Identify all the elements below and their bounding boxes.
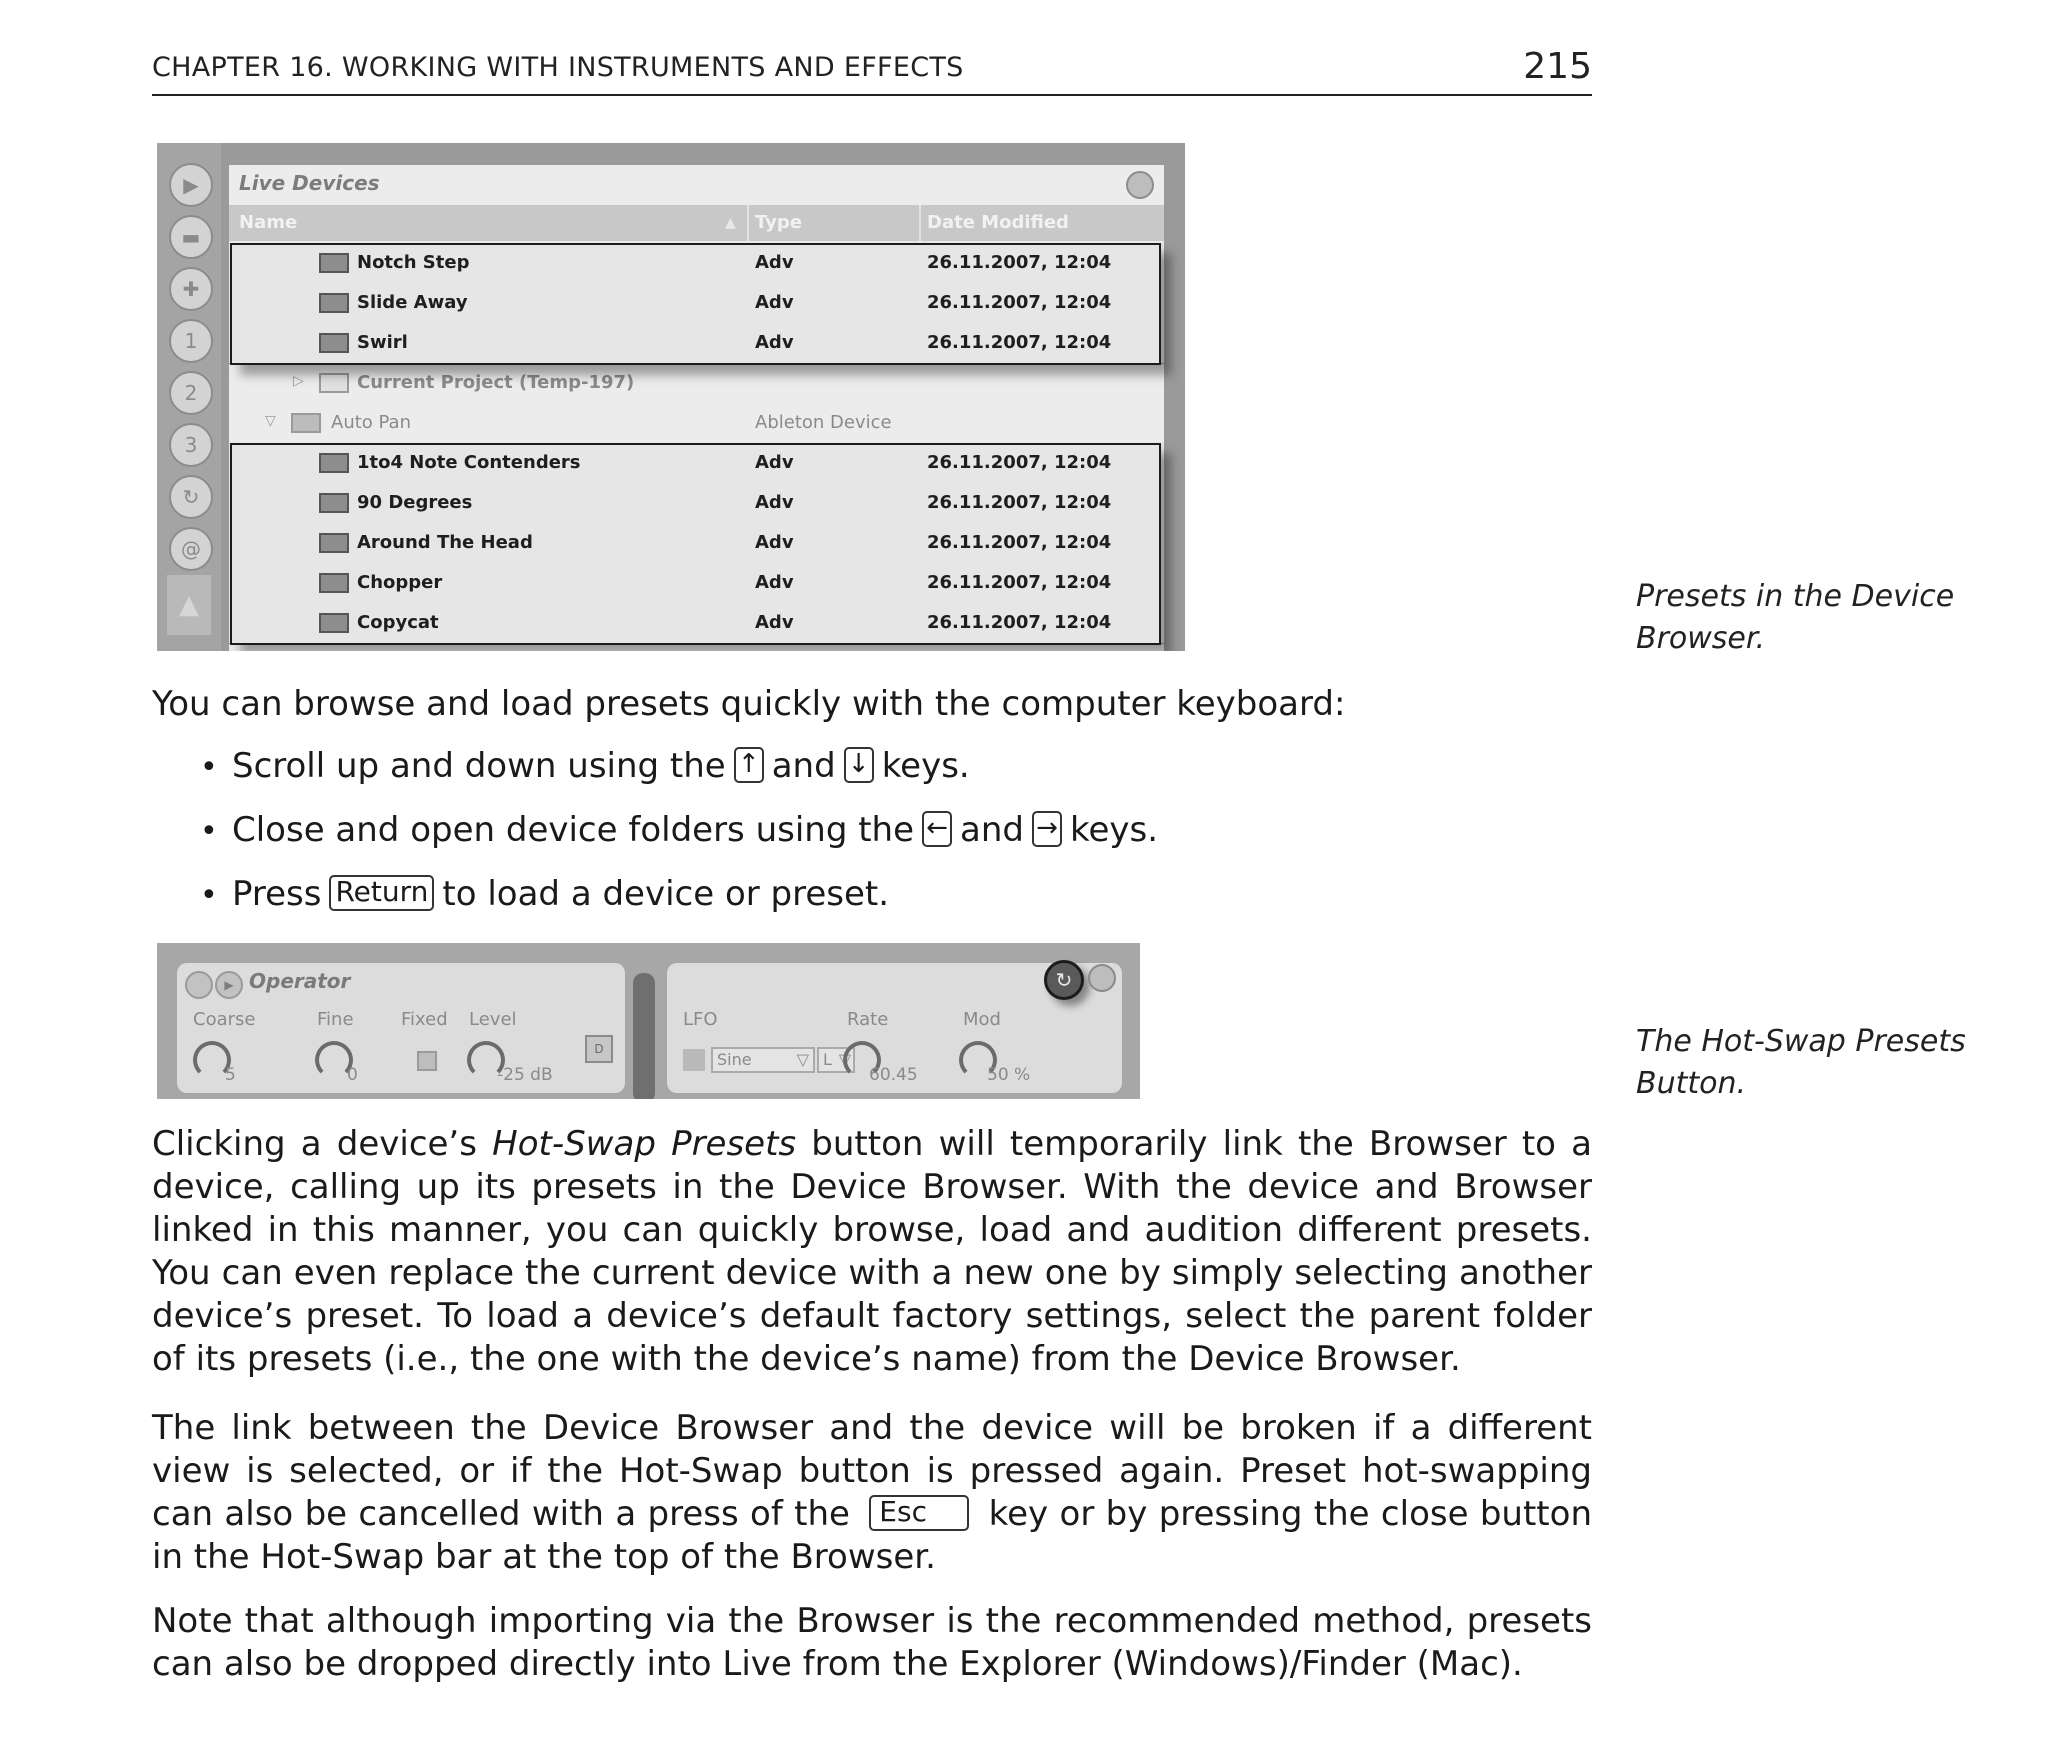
device-browser-figure xyxy=(157,143,1185,651)
right-arrow-key-icon: → xyxy=(1032,811,1062,847)
bullet-dot: • xyxy=(200,878,218,913)
folder-type: Ableton Device xyxy=(755,412,892,433)
caption-line: Button. xyxy=(1636,1066,1747,1101)
preset-icon xyxy=(319,573,349,593)
operator-device xyxy=(177,963,625,1093)
column-divider xyxy=(747,205,749,241)
preset-name: Chopper xyxy=(357,572,443,593)
file-browser-3-icon: 3 xyxy=(169,423,213,467)
param-label: Mod xyxy=(963,1009,1001,1030)
para-text: Clicking a device’s xyxy=(152,1124,493,1164)
folder-icon xyxy=(291,413,321,433)
plugin-icon: ✚ xyxy=(169,267,213,311)
panel-title: Live Devices xyxy=(239,171,380,195)
preset-icon xyxy=(319,453,349,473)
preset-date: 26.11.2007, 12:04 xyxy=(927,492,1112,513)
preset-date: 26.11.2007, 12:04 xyxy=(927,612,1112,633)
preset-date: 26.11.2007, 12:04 xyxy=(927,252,1112,273)
bullet-text: Close and open device folders using the xyxy=(232,810,915,850)
preset-icon xyxy=(319,253,349,273)
waveform-select xyxy=(711,1047,815,1073)
preset-type: Adv xyxy=(755,332,794,353)
param-value: 50 % xyxy=(987,1065,1031,1085)
at-icon: @ xyxy=(169,527,213,571)
param-label: Rate xyxy=(847,1009,889,1030)
preset-row xyxy=(229,283,1164,324)
bullet-text: and xyxy=(771,746,836,786)
preset-icon xyxy=(319,613,349,633)
preset-row xyxy=(229,443,1164,484)
param-value: 5 xyxy=(225,1065,236,1085)
para-emphasis: Hot-Swap Presets xyxy=(492,1124,797,1164)
up-arrow-key-icon: ↑ xyxy=(734,747,764,783)
column-name: Name xyxy=(239,212,298,233)
select-value: Sine xyxy=(717,1050,752,1069)
preset-icon xyxy=(319,333,349,353)
column-divider xyxy=(919,205,921,241)
para-text: button will temporarily link the Browser to a device, calling up its presets in the Device Browser. With the device and Browser linked in this manner, you can quickly browse, load and audition different presets. You can even replace the current device with a new one by simply selecting another device’s preset. To load a device’s default factory settings, select the parent folder of its presets (i.e., the one with the device’s name) from the Device Browser. xyxy=(152,1124,1592,1379)
expand-triangle-icon: ▷ xyxy=(293,373,304,389)
device-browser-icon: ▬ xyxy=(169,215,213,259)
bullet-text: Press xyxy=(232,874,322,914)
preset-name: 90 Degrees xyxy=(357,492,473,513)
preset-name: Around The Head xyxy=(357,532,533,553)
preset-row xyxy=(229,243,1164,284)
preset-icon xyxy=(319,293,349,313)
chevron-down-icon: ▽ xyxy=(796,1050,809,1069)
hot-swap-icon: ↻ xyxy=(169,475,213,519)
preset-name: Notch Step xyxy=(357,252,470,273)
bullet-dot: • xyxy=(200,814,218,849)
expand-icon: ▶ xyxy=(215,971,243,999)
paragraph-hot-swap xyxy=(152,1123,1592,1381)
param-value: 0 xyxy=(347,1065,358,1085)
save-preset-icon xyxy=(1088,964,1116,992)
intro-text: You can browse and load presets quickly with the computer keyboard: xyxy=(152,684,1346,724)
paragraph-importing: Note that although importing via the Browser is the recommended method, presets can also be dropped directly into Live from the Explorer (Windows)/Finder (Mac). xyxy=(152,1601,1592,1684)
preset-name: Copycat xyxy=(357,612,439,633)
preset-date: 26.11.2007, 12:04 xyxy=(927,532,1112,553)
project-icon xyxy=(319,373,349,393)
hot-swap-presets-icon: ↻ xyxy=(1044,960,1084,1000)
down-arrow-key-icon: ↓ xyxy=(844,747,874,783)
collapse-up-icon: ▲ xyxy=(167,575,211,635)
param-label: Fine xyxy=(317,1009,354,1030)
paragraph-link-broken xyxy=(152,1407,1592,1579)
browser-panel xyxy=(229,165,1164,651)
page-number: 215 xyxy=(1523,46,1592,87)
bullet-dot: • xyxy=(200,750,218,785)
bullet-text: to load a device or preset. xyxy=(442,874,890,914)
file-browser-1-icon: 1 xyxy=(169,319,213,363)
param-value: 60.45 xyxy=(869,1065,918,1085)
preset-type: Adv xyxy=(755,572,794,593)
folder-row xyxy=(229,403,1164,443)
lfo-toggle xyxy=(683,1049,705,1071)
bullet-item xyxy=(200,806,1158,854)
chevron-down-icon: ▽ xyxy=(838,1050,851,1069)
preset-name: Swirl xyxy=(357,332,408,353)
folder-name: Auto Pan xyxy=(331,412,411,433)
hot-swap-figure xyxy=(157,943,1140,1099)
bullet-text: keys. xyxy=(881,746,970,786)
bullet-text: Scroll up and down using the xyxy=(232,746,726,786)
column-date: Date Modified xyxy=(927,212,1069,233)
preset-row xyxy=(229,563,1164,604)
fixed-checkbox xyxy=(417,1051,437,1071)
preset-type: Adv xyxy=(755,532,794,553)
project-row xyxy=(229,363,1164,403)
file-browser-2-icon: 2 xyxy=(169,371,213,415)
preset-row xyxy=(229,523,1164,564)
param-label: Fixed xyxy=(401,1009,448,1030)
param-label: Level xyxy=(469,1009,517,1030)
para-text: key or by pressing the close button in the Hot-Swap bar at the top of the Browser. xyxy=(152,1494,1592,1577)
preset-date: 26.11.2007, 12:04 xyxy=(927,292,1112,313)
preset-type: Adv xyxy=(755,612,794,633)
preset-icon xyxy=(319,493,349,513)
param-label: Coarse xyxy=(193,1009,256,1030)
device-name: Operator xyxy=(249,969,351,993)
caption-line: Presets in the Device xyxy=(1636,579,1955,614)
preset-type: Adv xyxy=(755,252,794,273)
bullet-text: and xyxy=(960,810,1024,850)
search-icon xyxy=(1126,171,1154,199)
chapter-title: CHAPTER 16. WORKING WITH INSTRUMENTS AND EFFECTS xyxy=(152,52,964,83)
preset-date: 26.11.2007, 12:04 xyxy=(927,572,1112,593)
column-type: Type xyxy=(755,212,802,233)
select-value: L xyxy=(823,1050,832,1069)
preset-row xyxy=(229,603,1164,644)
caption-line: The Hot-Swap Presets xyxy=(1636,1024,1966,1059)
preset-name: 1to4 Note Contenders xyxy=(357,452,581,473)
bullet-item xyxy=(200,870,889,918)
column-header xyxy=(229,205,1164,241)
preset-date: 26.11.2007, 12:04 xyxy=(927,452,1112,473)
figure2-caption xyxy=(1636,1021,2016,1105)
preset-type: Adv xyxy=(755,452,794,473)
return-key: Return xyxy=(329,875,434,911)
device-activator-icon xyxy=(185,971,213,999)
d-button: D xyxy=(585,1035,613,1063)
bullet-item xyxy=(200,742,970,790)
preset-icon xyxy=(319,533,349,553)
figure1-caption xyxy=(1636,576,2016,660)
play-icon: ▶ xyxy=(169,163,213,207)
left-arrow-key-icon: ← xyxy=(922,811,952,847)
param-label: LFO xyxy=(683,1009,718,1030)
preset-row xyxy=(229,323,1164,364)
browser-selector-rail xyxy=(157,143,221,651)
esc-key: Esc xyxy=(869,1495,969,1531)
collapse-triangle-icon: ▽ xyxy=(265,413,276,429)
preset-type: Adv xyxy=(755,292,794,313)
preset-row xyxy=(229,483,1164,524)
para-text: The link between the Device Browser and the device will be broken if a different view is selected, or if the Hot-Swap button is pressed again. Preset hot-swapping can also be cancelled with a press of the xyxy=(152,1408,1592,1534)
bullet-text: keys. xyxy=(1069,810,1159,850)
preset-type: Adv xyxy=(755,492,794,513)
caption-line: Browser. xyxy=(1636,621,1766,656)
preset-date: 26.11.2007, 12:04 xyxy=(927,332,1112,353)
device-separator xyxy=(633,973,655,1099)
project-name: Current Project (Temp-197) xyxy=(357,372,635,393)
preset-name: Slide Away xyxy=(357,292,468,313)
sort-arrow-icon: ▲ xyxy=(725,215,736,231)
running-header xyxy=(152,46,1592,96)
param-value: -25 dB xyxy=(497,1065,553,1085)
